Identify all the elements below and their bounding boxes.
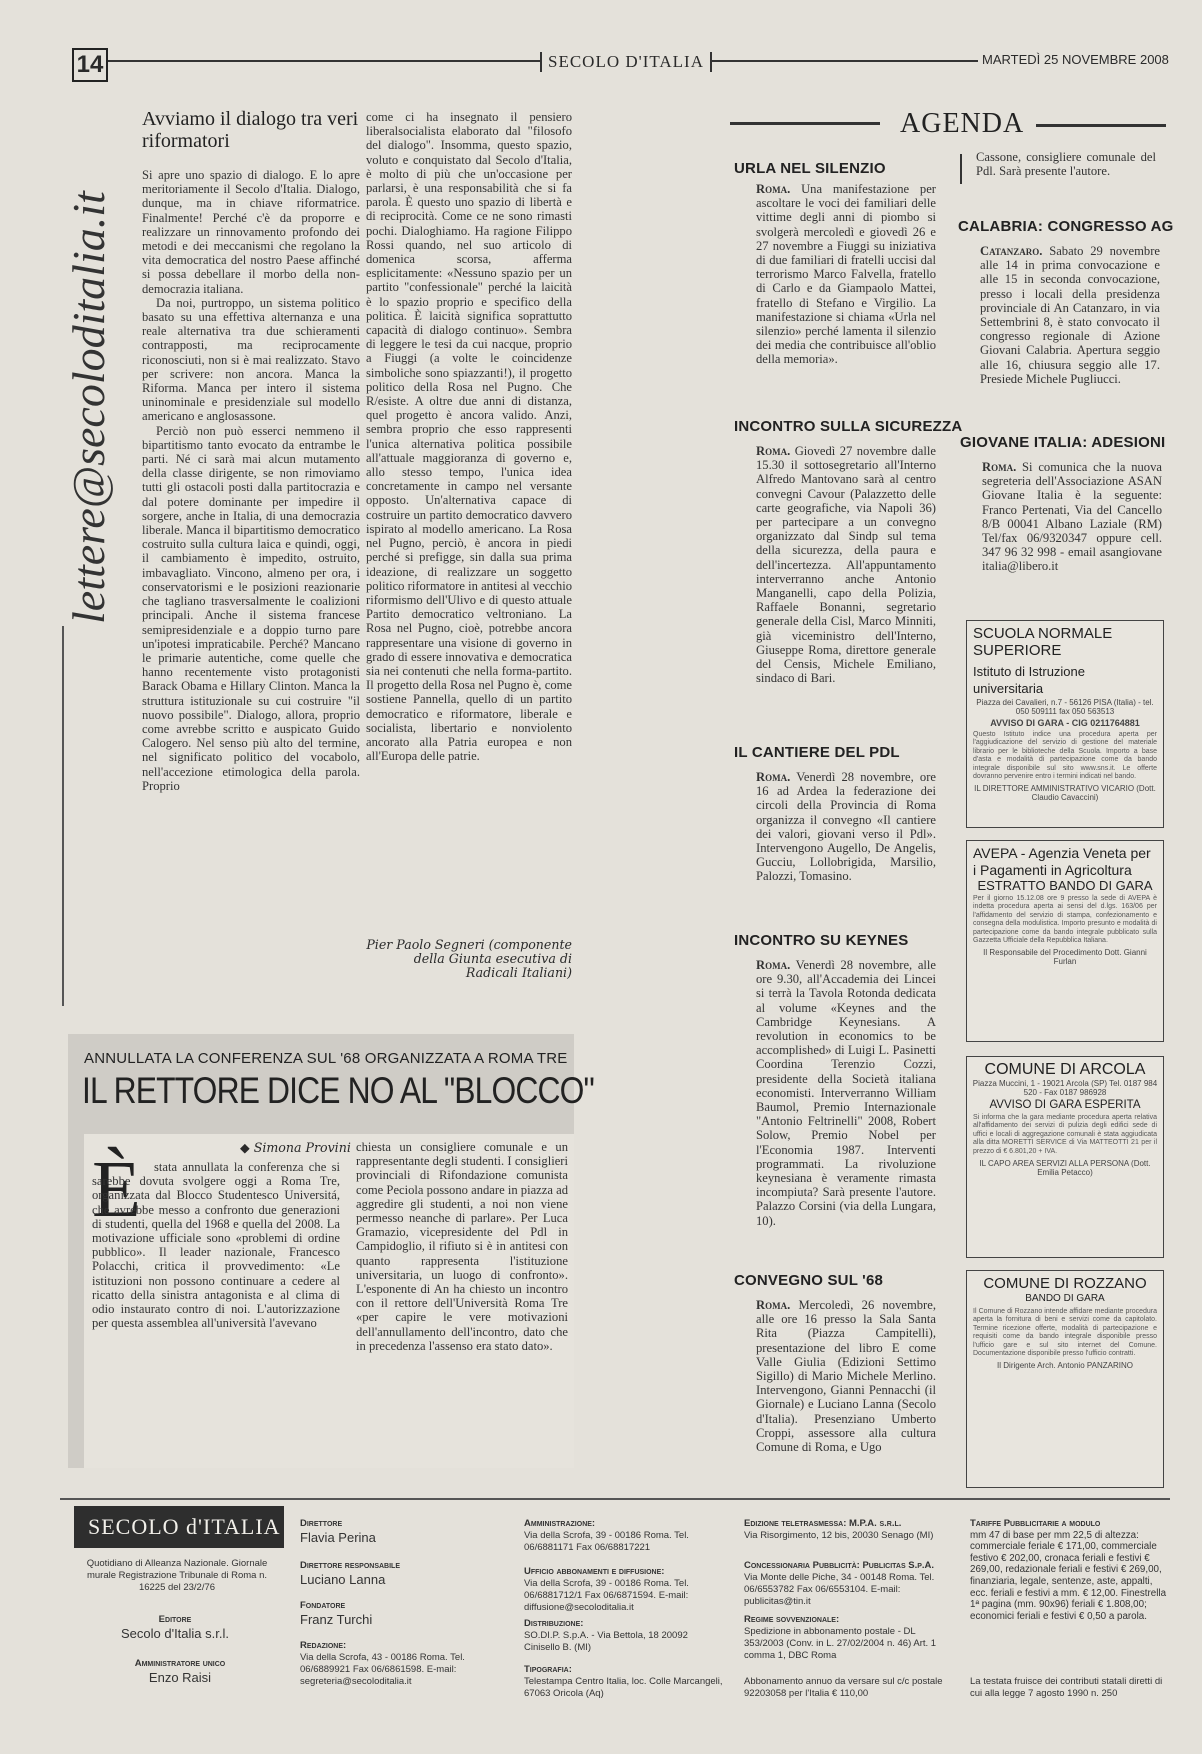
footer-teletrasmessa: Edizione teletrasmessa: M.P.A. s.r.l. Via Risorgimento, 12 bis, 20030 Senago (MI) — [744, 1518, 934, 1541]
letter-title: Avviamo il dialogo tra veri riformatori — [142, 108, 359, 152]
notice-comune-arcola: COMUNE DI ARCOLA Piazza Muccini, 1 - 19021 Arcola (SP) Tel. 0187 984 520 - Fax 0187 986928 AVVISO DI GARA ESPERITA Si informa che la gara mediante procedura aperta relativa all'affidamento dei servizi di pulizia degli edifici sede di uffici e locali di aggregazione comunali è stata aggiudicata alla ditta MORETTI SERVICE di Via MATTEOTTI 21 per il prezzo di € 6.801,20 + IVA. IL CAPO AREA SERVIZI ALLA PERSONA (Dott. Emilia Petacco) — [966, 1056, 1164, 1258]
agenda-heading: URLA NEL SILENZIO — [734, 160, 886, 177]
footer-editore: Editore Secolo d'Italia s.r.l. — [121, 1614, 229, 1641]
agenda-continuation-bar — [960, 154, 962, 184]
letter-paragraph: Si apre uno spazio di dialogo. E lo apre meritoriamente il Secolo d'Italia. Dialogo, dunque, ma in chiave riformatrice. Finalmente! Perché c'è da proporre e realizzare un rinnovamento profondo dei metodi e dei meccanismi che regolano la vita democratica del nostro Paese affinché si possa debellare il morbo della non-democrazia italiana. — [142, 168, 360, 296]
agenda-heading: CALABRIA: CONGRESSO AG — [958, 218, 1174, 235]
notice-avepa: AVEPA - Agenzia Veneta per i Pagamenti in Agricoltura ESTRATTO BANDO DI GARA Per il giorno 15.12.08 ore 9 presso la sede di AVEPA è indetta procedura aperta ai sensi del d.lgs. 163/06 per l'affidamento del servizio di stampa, confezionamento e consegna della modulistica. Importo presunto e modalità di partecipazione come da bando integrale pubblicato sulla Gazzetta Ufficiale della Repubblica Italiana. Il Responsabile del Procedimento Dott. Gianni Furlan — [966, 840, 1164, 1042]
vertical-rule — [62, 626, 64, 1006]
agenda-heading: IL CANTIERE DEL PDL — [734, 744, 900, 761]
masthead: SECOLO D'ITALIA — [540, 52, 712, 72]
footer-direttore: Direttore Flavia Perina — [300, 1518, 376, 1545]
agenda-item: Roma. Venerdì 28 novembre, alle ore 9.30, all'Accademia dei Lincei si terrà la Tavola Rotonda dedicata al volume «Keynes and the Cambridge Keynesians. A revolution in economics to be accomplished» di Luigi L. Pasinetti Coordina Terenzio Cozzi, presidente della Società italiana economisti. Interverranno William Baumol, Premio Internazionale "Antonio Feltrinelli" 2008, Robert Solow, Premio Nobel per l'Economia 1987. Interventi programmati. La rivoluzione keynesiana è veramente rimasta incompiuta? Sarà presente l'autore. Palazzo Corsini (via della Lungara, 10). — [756, 958, 936, 1228]
rettore-kicker: ANNULLATA LA CONFERENZA SUL '68 ORGANIZZATA A ROMA TRE — [84, 1050, 568, 1067]
agenda-item: Roma. Una manifestazione per ascoltare le voci dei familiari delle vittime degli anni di piombo si svolgerà mercoledì e giovedì 26 e 27 novembre a Fiuggi su iniziativa di due familiari di fratelli uccisi dal terrorismo Marco Falvella, fratello di Carlo e da Giampaolo Mattei, fratello di Stefano e Virgilio. La manifestazione si chiama «Urla nel silenzio» perché lamenta il silenzio dei media che contribuisce all'oblio della memoria». — [756, 182, 936, 367]
footer-tariffe: Tariffe Pubblicitarie a modulo mm 47 di base per mm 22,5 di altezza: commerciale feriale € 171,00, commerciale festivo € 202,00, cronaca feriali e festivi € 269,00, redazionale feriali e festivi € 269,00, finanziaria, legale, sentenze, aste, appalti, ecc. feriali e festivi a mm. € 12,00. Finestrella 1ª pagina (mm. 90x96) feriali € 1.808,00; economici feriali e festivi € 0,50 a parola. — [970, 1518, 1167, 1622]
header-date: MARTEDÌ 25 NOVEMBRE 2008 — [978, 52, 1173, 67]
rettore-paragraph: chiesta un consigliere comunale e un rappresentante degli studenti. I consiglieri provinciali di Rifondazione comunista come Peciola possono andare in piazza ad aggredire gli studenti, a noi non viene permesso neanche di parlare». Per Luca Gramazio, vicepresidente del Pdl in Campidoglio, il rifiuto si è in antitesi con quanto rappresenta l'istituzione universitaria, un luogo di confronto». L'esponente di An ha chiesto un incontro con il rettore dell'Università Roma Tre «per capire le vere motivazioni dell'annullamento dell'incontro, dato che in precedenza l'assenso era stato dato». — [356, 1140, 568, 1353]
footer-direttore-responsabile: Direttore responsabile Luciano Lanna — [300, 1560, 400, 1587]
rettore-paragraph: stata annullata la conferenza che si sarebbe dovuta svolgere oggi a Roma Tre, organizzata dal Blocco Studentesco Universitá, che avrebbe messo a confronto due generazioni di studenti, quella del 1968 e quella del 2008. La motivazione ufficiale sono «problemi di ordine pubblico». Il leader nazionale, Francesco Polacchi, critica il provvedimento: «Le istituzioni non possono continuare a cedere al ricatto della sinistra antagonista e al clima di odio instaurato contro di noi. L'autorizzazione per questa assemblea all'università l'avevano — [92, 1160, 340, 1331]
agenda-heading: GIOVANE ITALIA: ADESIONI — [960, 434, 1166, 451]
agenda-item: Roma. Giovedì 27 novembre dalle 15.30 il sottosegretario all'Interno Alfredo Mantovano sarà al centro convegni Cavour (Palazzetto delle carte geografiche, via Napoli 36) per partecipare a un convegno organizzato dal Sindp sul tema della sicurezza, della paura e dell'incertezza. All'appuntamento interverranno anche Antonio Manganelli, capo della Polizia, Raffaele Bonanni, segretario generale della Cisl, Marco Minniti, già viceministro dell'Interno, Giuseppe Roma, direttore generale del Censis, Michele Emiliano, sindaco di Bari. — [756, 444, 936, 686]
footer-regime: Regime sovvenzionale: Spedizione in abbonamento postale - DL 353/2003 (Conv. in L. 27/02/2004 n. 46) Art. 1 comma 1, DBC Roma — [744, 1614, 937, 1661]
notice-comune-rozzano: COMUNE DI ROZZANO BANDO DI GARA Il Comune di Rozzano intende affidare mediante procedura aperta la fornitura di beni e servizi come da capitolato. Termine ricezione offerte, modalità di partecipazione e requisiti come da bando integrale disponibile presso l'ufficio gare e sul sito internet del Comune. Documentazione disponibile presso l'ufficio contratti. Il Dirigente Arch. Antonio PANZARINO — [966, 1270, 1164, 1488]
footer-concessionaria: Concessionaria Pubblicità: Publicitas S.p.A. Via Monte delle Piche, 34 - 00148 Roma. Tel. 06/6553782 Fax 06/6553104. E-mail: publicitas@tin.it — [744, 1560, 935, 1607]
agenda-continuation: Cassone, consigliere comunale del Pdl. Sarà presente l'autore. — [976, 150, 1156, 179]
footer-testata: La testata fruisce dei contributi statali diretti di cui alla legge 7 agosto 1990 n. 250 — [970, 1676, 1163, 1699]
page-number: 14 — [72, 48, 108, 82]
agenda-rule-left — [730, 122, 880, 125]
agenda-title: AGENDA — [900, 108, 1025, 139]
rettore-dropcap: È — [92, 1146, 141, 1234]
footer-distribuzione: Distribuzione: SO.DI.P. S.p.A. - Via Bettola, 18 20092 Cinisello B. (MI) — [524, 1618, 688, 1653]
letter-signature: Pier Paolo Segneri (componente della Giunta esecutiva di Radicali Italiani) — [366, 937, 572, 980]
letter-paragraph: come ci ha insegnato il pensiero liberalsocialista elaborato dal "filosofo del dialogo". Insomma, questo spazio, voluto e conquistato dal Secolo d'Italia, è molto di più che un'occasione per parlarsi, è una responsabilità che si fa parola. È questo uno spazio di libertà e di reciprocità. Come ce ne sono rimasti pochi. Dialoghiamo. Ha ragione Filippo Rossi quando, nel suo articolo di domenica scorsa, afferma esplicitamente: «Nessuno spazio per un partito "confessionale" perché la laicità è lo spazio proprio e specifico della politica. È laicità significa soprattutto capacità di dialogo continuo». Sembra di leggere le tesi da cui nacque, proprio a Fiuggi (a volte le coincidenze simboliche sono spiazzanti!), il progetto politico della Rosa nel Pugno. Che R/esiste. A oltre due anni di distanza, quel progetto è ancora valido. Anzi, sembra proprio che esso rappresenti l'unica alternativa politica possibile all'attuale maggioranza di governo e, allo stesso tempo, l'unica idea concretamente in campo nel versante opposto. Un'alternativa capace di costruire un partito democratico davvero ispirato al modello americano. La Rosa nel Pugno, perciò, è ancora in piedi perché si prefigge, sin dalla sua prima ideazione, di realizzare un soggetto politico riformatore in antitesi al vecchio riformismo dell'Ulivo e di questo attuale Partito democratico veltroniano. La Rosa nel Pugno, cioè, potrebbe ancora rappresentare una visione di governo in grado di essere innovativa e democratica sia nei contenuti che nella forma-partito. Il progetto della Rosa nel Pugno è, come sostiene Pannella, quello di un partito democratico e riformatore, liberale e socialista, libertario e nonviolento ancorato alla Patria europea e non all'Europa delle patrie. — [366, 110, 572, 764]
letter-paragraph: Da noi, purtroppo, un sistema politico basato su una effettiva alternanza e una reale alternativa tra due schieramenti contrapposti, ma reciprocamente riconosciuti, non si è mai realizzato. Stavo per scrivere: non ancora. Manca la Riforma. Manca per intero il sistema uninominale e presidenziale sul modello americano e anglosassone. — [142, 295, 360, 424]
footer-abbonamenti: Ufficio abbonamenti e diffusione: Via della Scrofa, 39 - 00186 Roma. Tel. 06/6881712/1 Fax 06/6871594. E-mail: diffusione@secoloditalia.it — [524, 1566, 689, 1613]
agenda-item: Roma. Mercoledì, 26 novembre, alle ore 16 presso la Sala Santa Rita (Piazza Campitelli), presentazione del libro E come Valle Giulia (Edizioni Settimo Sigillo) di Mario Michele Merlino. Intervengono, Gianni Pennacchi (il Giornale) e Luciano Lanna (Secolo d'Italia). Presenziano Umberto Croppi, assessore alla cultura Comune di Roma, e Ugo — [756, 1298, 936, 1455]
footer-redazione: Redazione: Via della Scrofa, 43 - 00186 Roma. Tel. 06/6889921 Fax 06/6861598. E-mail: segreteria@secoloditalia.it — [300, 1640, 465, 1687]
footer-rule — [60, 1498, 1170, 1500]
agenda-heading: INCONTRO SU KEYNES — [734, 932, 909, 949]
footer-amministratore: Amministratore unico Enzo Raisi — [134, 1658, 226, 1685]
agenda-item: Roma. Venerdì 28 novembre, ore 16 ad Ardea la federazione dei circoli della Provincia di Roma organizza il convegno «Il cantiere dei valori, giovani verso il Pdl». Intervengono Augello, De Angelis, Gucciu, Lollobrigida, Marsilio, Palozzi, Tomasino. — [756, 770, 936, 884]
letter-column-2 — [366, 110, 572, 763]
rettore-column-1 — [92, 1160, 340, 1330]
footer-fondatore: Fondatore Franz Turchi — [300, 1600, 373, 1627]
footer-amministrazione: Amministrazione: Via della Scrofa, 39 - 00186 Roma. Tel. 06/6881171 Fax 06/68817221 — [524, 1518, 689, 1553]
agenda-heading: INCONTRO SULLA SICUREZZA — [734, 418, 963, 435]
notice-scuola-normale: SCUOLA NORMALE SUPERIORE Istituto di Istruzione universitaria Piazza dei Cavalieri, n.7 - 56126 PISA (Italia) - tel. 050 509111 fax 050 563513 AVVISO DI GARA - CIG 0211764881 Questo Istituto indice una procedura aperta per l'aggiudicazione del servizio di gestione del materiale librario per le biblioteche della Scuola. Importo a base d'asta e modalità di partecipazione come da bando integrale disponibile sul sito www.sns.it. Le offerte dovranno pervenire entro i termini indicati nel bando. IL DIRETTORE AMMINISTRATIVO VICARIO (Dott. Claudio Cavaccini) — [966, 620, 1164, 828]
rettore-headline: IL RETTORE DICE NO AL "BLOCCO" — [82, 1070, 594, 1111]
footer-abbonamento-annuo: Abbonamento annuo da versare sul c/c postale 92203058 per l'Italia € 110,00 — [744, 1676, 943, 1699]
agenda-heading: CONVEGNO SUL '68 — [734, 1272, 884, 1289]
footer-tipografia: Tipografia: Telestampa Centro Italia, loc. Colle Marcangeli, 67063 Oricola (Aq) — [524, 1664, 723, 1699]
vertical-email-banner — [54, 104, 116, 624]
agenda-item: Roma. Si comunica che la nuova segreteria dell'Associazione ASAN Giovane Italia è la seguente: Franco Pertenati, Via del Cancello 8/B 00041 Albano Laziale (RM) Tel/fax 06/9320347 oppure cell. 347 96 32 998 - email asangiovane italia@libero.it — [982, 460, 1162, 574]
email-link[interactable]: lettere@secoloditalia.it — [63, 191, 114, 624]
letter-paragraph: Perciò non può esserci nemmeno il bipartitismo tanto evocato da entrambe le parti. Né ci sarà mai alcun mutamento della classe dirigente, se non rimoviamo tutti gli ostacoli posti dalla partitocrazia e dal potere dominante per impedire il sorgere, anche in Italia, di una democrazia liberale. Manca il bipartitismo democratico costruito sulla cultura laica e quindi, oggi, il cambiamento è impedito, ostruito, imbavagliato. Vincono, almeno per ora, i conservatorismi e le posizioni reazionarie che tagliano trasversalmente le coalizioni principali. Anche il sistema francese semipresidenziale e a doppio turno pare un'ipotesi impraticabile. Perché? Mancano le primarie autentiche, come quelle che hanno recentemente visto protagonisti Barack Obama e Hillary Clinton. Manca la struttura istituzionale su cui costruire "il nuovo possibile". Dialogo, allora, proprio come avrebbe scritto e auspicato Guido Calogero. Nel senso più alto del termine, nel significato politico del vocabolo, nell'accezione etimologica della parola. Proprio — [142, 423, 360, 793]
rettore-column-2 — [356, 1140, 568, 1353]
footer-logo: SECOLO d'ITALIA — [74, 1506, 284, 1548]
agenda-item: Catanzaro. Sabato 29 novembre alle 14 in prima convocazione e alle 15 in seconda convocazione, presso i locali della presidenza provinciale di An Catanzaro, in via Settembrini 8, è stato convocato il congresso regionale di Azione Giovani Calabria. Apertura seggio alle 16, chiusura seggio alle 17. Presiede Michele Pugliucci. — [980, 244, 1160, 386]
agenda-rule-right — [1036, 124, 1166, 127]
footer-about: Quotidiano di Alleanza Nazionale. Giornale murale Registrazione Tribunale di Roma n. 16225 del 23/2/76 — [86, 1558, 268, 1593]
letter-column-1 — [142, 168, 360, 793]
rettore-author: ◆ Simona Provini — [240, 1140, 351, 1155]
